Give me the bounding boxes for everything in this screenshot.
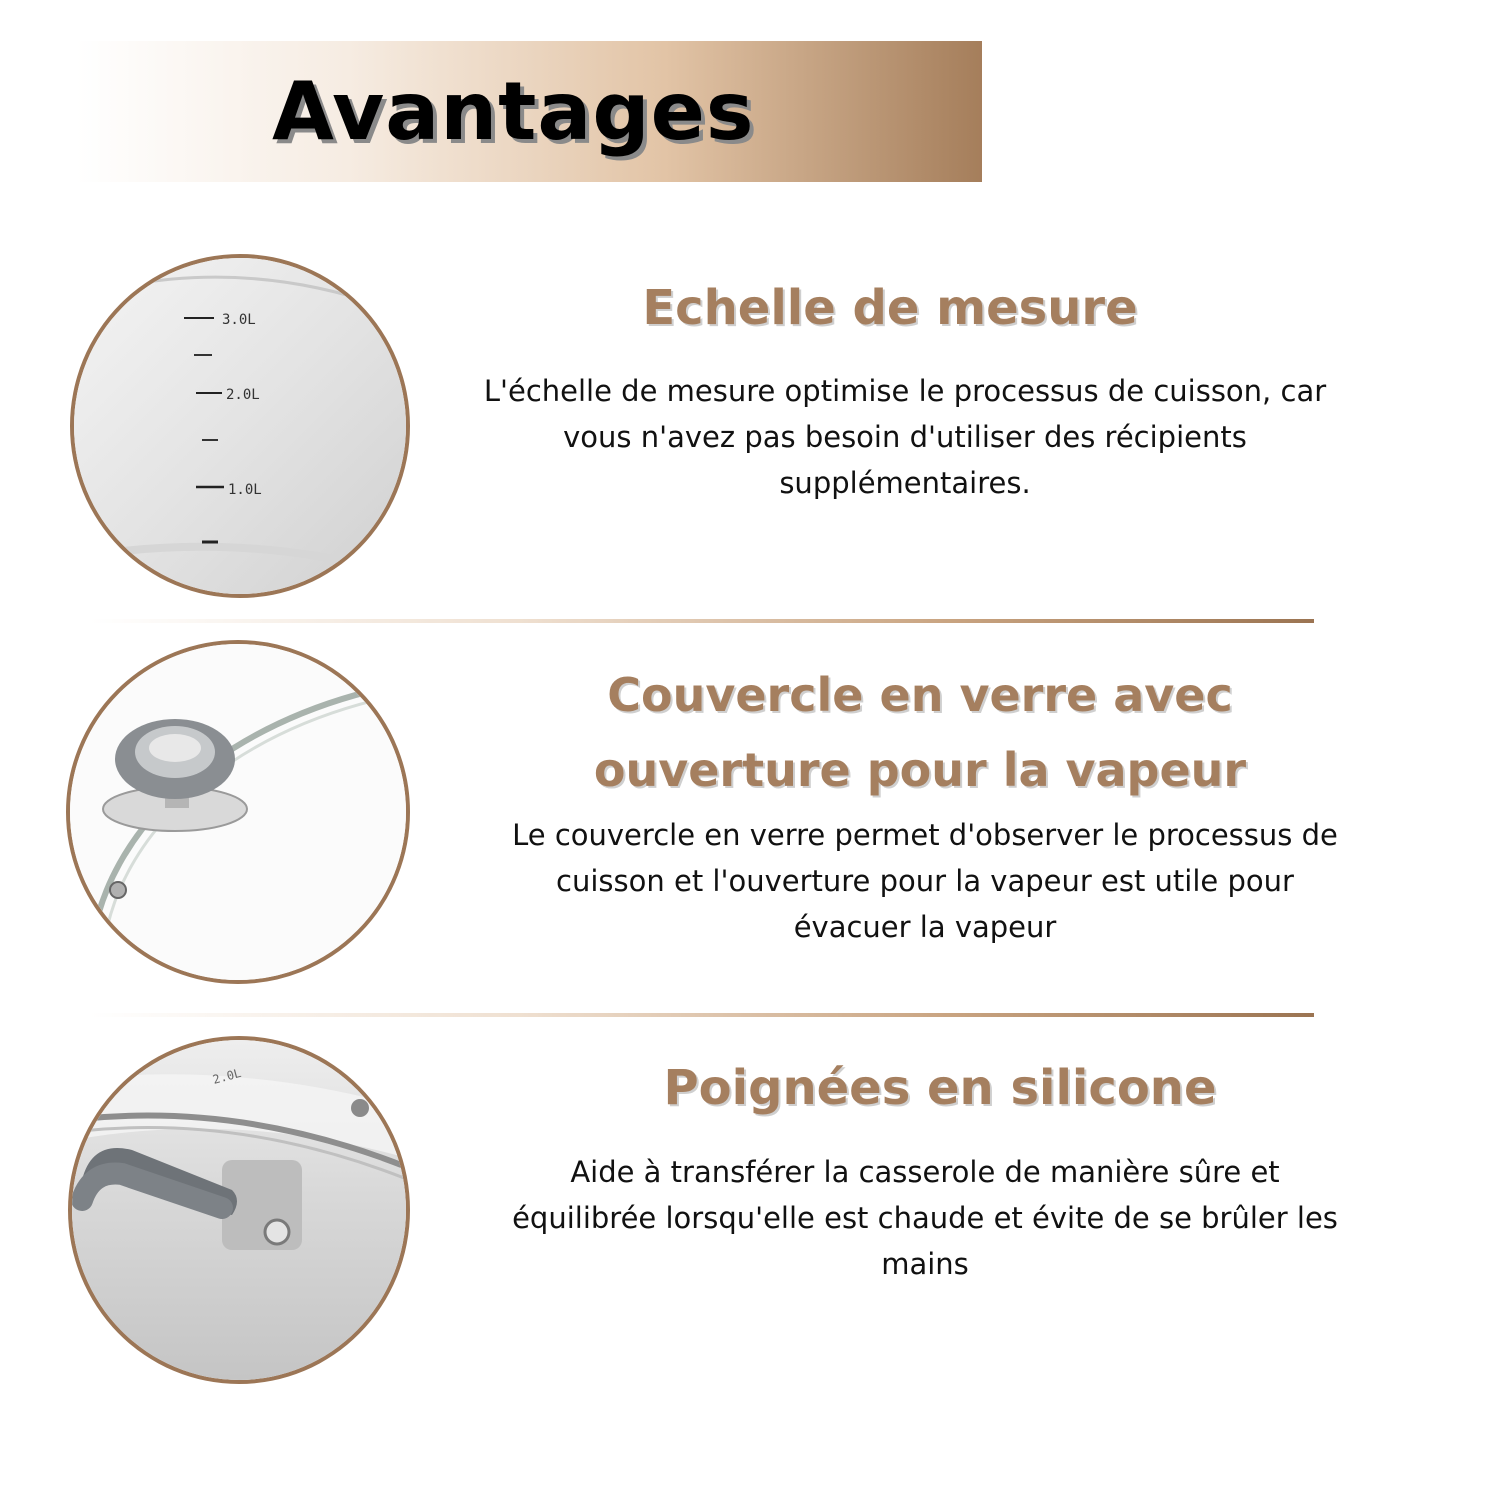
page-title: Avantages bbox=[272, 65, 755, 158]
section-divider bbox=[90, 619, 1314, 623]
scale-label-2l: 2.0L bbox=[226, 387, 260, 403]
feature-text-glass-lid: Le couvercle en verre permet d'observer le processus de cuisson et l'ouverture pour la vapeur est utile pour évacuer la vapeur bbox=[512, 818, 1338, 944]
scale-label-3l: 3.0L bbox=[222, 312, 256, 328]
scale-label-1l: 1.0L bbox=[228, 482, 262, 498]
section-divider bbox=[90, 1013, 1314, 1017]
scale-label-handle: 2.0L bbox=[211, 1065, 243, 1087]
glass-lid-image bbox=[66, 640, 410, 984]
feature-heading-silicone-handles: Poignées en silicone bbox=[663, 1060, 1217, 1116]
silicone-handle-image bbox=[68, 1036, 410, 1384]
feature-heading-measuring-scale: Echelle de mesure bbox=[642, 280, 1138, 336]
measuring-scale-image bbox=[70, 254, 410, 598]
feature-heading-glass-lid-line2: ouverture pour la vapeur bbox=[593, 743, 1247, 797]
feature-text-measuring-scale: L'échelle de mesure optimise le processus de cuisson, car vous n'avez pas besoin d'utiliser des récipients supplémentaires. bbox=[483, 374, 1327, 500]
feature-text-silicone-handles: Aide à transférer la casserole de manière sûre et équilibrée lorsqu'elle est chaude et évite de se brûler les mains bbox=[512, 1155, 1338, 1281]
feature-heading-glass-lid-line1: Couvercle en verre avec bbox=[607, 668, 1233, 722]
